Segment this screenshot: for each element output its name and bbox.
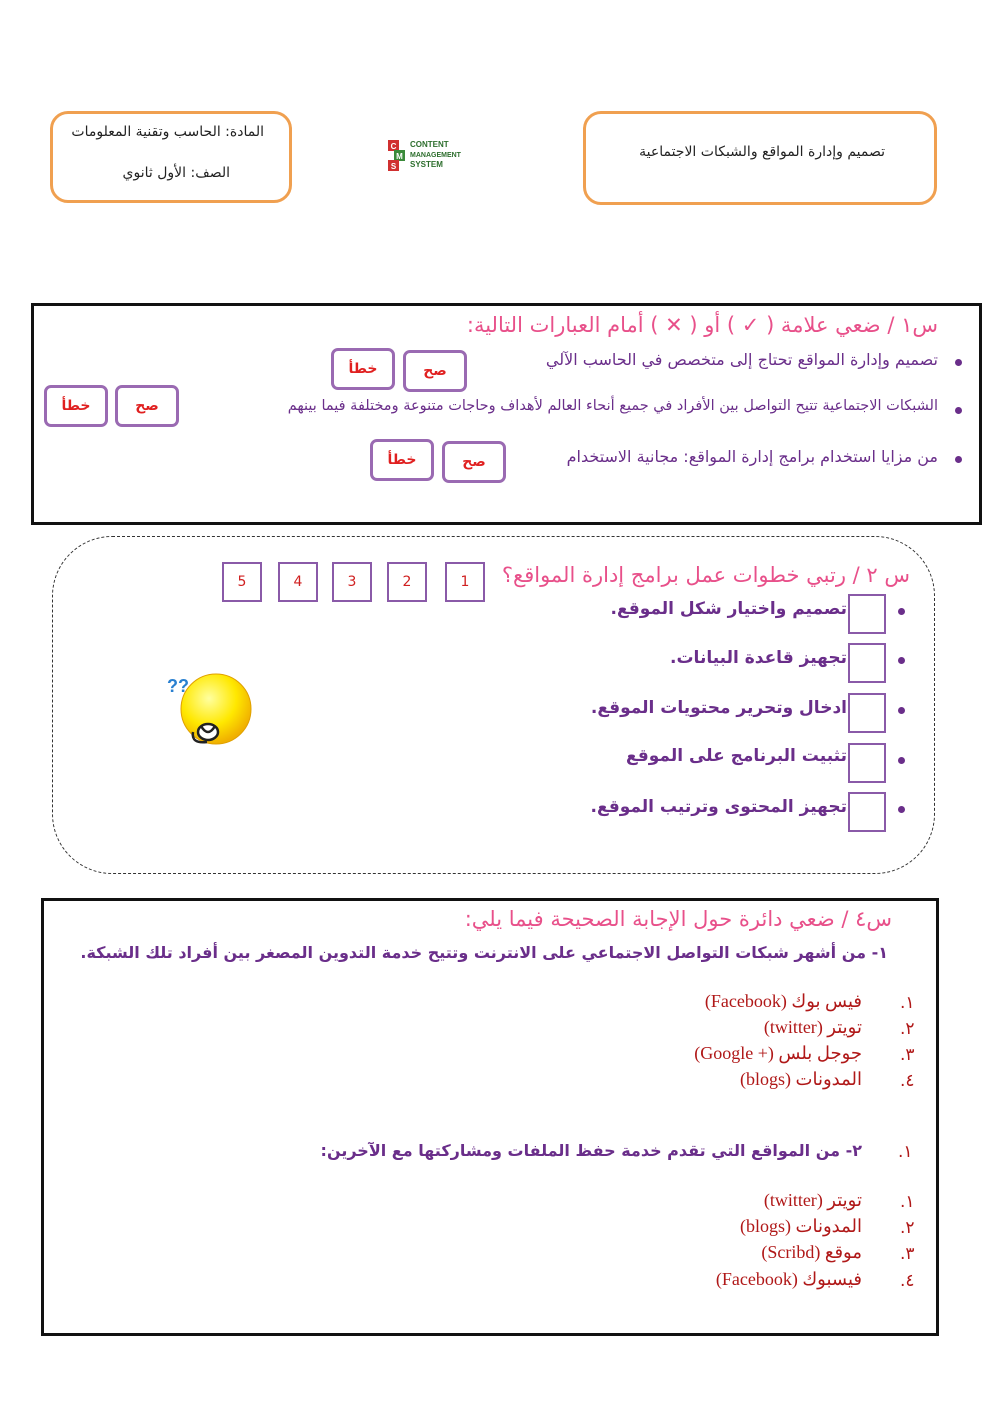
bullet-icon	[955, 456, 962, 463]
q4-q2-option-1[interactable]: تويتر (twitter)	[763, 1190, 862, 1210]
question-marks: ??	[167, 676, 189, 696]
q4-q2-option-1-num: .١	[900, 1192, 915, 1212]
order-number-2: 2	[387, 562, 427, 602]
step-answer-box-3[interactable]	[848, 693, 886, 733]
q4-q1-option-3[interactable]: جوجل بلس (+ Google)	[694, 1043, 862, 1063]
q1-s1-false-button[interactable]: خطأ	[331, 348, 395, 390]
q4-question-1: ١- من أشهر شبكات التواصل الاجتماعي على الانترنت وتتيح خدمة التدوين المصغر بين أفراد تلك الشبكة.	[80, 943, 888, 962]
q4-q2-list-num: .١	[898, 1142, 913, 1162]
q4-q1-option-4[interactable]: المدونات (blogs)	[740, 1069, 862, 1089]
q4-q2-option-2[interactable]: المدونات (blogs)	[740, 1216, 862, 1236]
bullet-icon	[955, 359, 962, 366]
cms-logo	[382, 136, 494, 176]
q4-q1-option-4-num: .٤	[900, 1071, 915, 1091]
step-1-text: تصميم واختيار شكل الموقع.	[610, 599, 847, 619]
bullet-icon	[898, 806, 905, 813]
step-5-text: تجهيز المحتوى وترتيب الموقع.	[590, 797, 847, 817]
q1-s1-true-button[interactable]: صح	[403, 350, 467, 392]
step-answer-box-2[interactable]	[848, 643, 886, 683]
q4-q1-option-1[interactable]: فيس بوك (Facebook)	[704, 991, 862, 1011]
q4-q2-option-3-num: .٣	[900, 1244, 915, 1264]
subject-label: المادة: الحاسب وتقنية المعلومات	[71, 124, 264, 140]
q4-q1-option-3-num: .٣	[900, 1045, 915, 1065]
bullet-icon	[955, 407, 962, 414]
question-4-title: س٤ / ضعي دائرة حول الإجابة الصحيحة فيما يلي:	[464, 907, 892, 931]
thinking-face-icon	[163, 672, 259, 752]
worksheet-title: تصميم وإدارة المواقع والشبكات الاجتماعية	[639, 144, 885, 160]
cms-logo-graphic	[382, 136, 494, 176]
order-number-4: 4	[278, 562, 318, 602]
q4-q2-option-4-num: .٤	[900, 1271, 915, 1291]
q4-q2-option-2-num: .٢	[900, 1218, 915, 1238]
step-2-text: تجهيز قاعدة البيانات.	[670, 648, 847, 668]
bullet-icon	[898, 657, 905, 664]
q1-s3-false-button[interactable]: خطأ	[370, 439, 434, 481]
q4-q2-option-3[interactable]: موقع (Scribd)	[761, 1242, 862, 1262]
cms-letter-m: M	[396, 152, 403, 161]
q1-statement-2: الشبكات الاجتماعية تتيح التواصل بين الأفراد في جميع أنحاء العالم لأهداف وحاجات متنوعة ومختلفة فيما بينهم	[287, 398, 938, 414]
q1-statement-3: من مزايا استخدام برامج إدارة المواقع: مجانية الاستخدام	[566, 447, 938, 466]
step-answer-box-4[interactable]	[848, 743, 886, 783]
grade-label: الصف: الأول ثانوي	[122, 165, 230, 181]
cms-letter-c: C	[390, 142, 397, 151]
q1-s2-false-button[interactable]: خطأ	[44, 385, 108, 427]
q1-s2-true-button[interactable]: صح	[115, 385, 179, 427]
bullet-icon	[898, 608, 905, 615]
q4-q1-option-2-num: .٢	[900, 1019, 915, 1039]
step-answer-box-1[interactable]	[848, 594, 886, 634]
cms-line-management: MANAGEMENT	[410, 152, 461, 159]
order-number-5: 5	[222, 562, 262, 602]
order-number-1: 1	[445, 562, 485, 602]
step-3-text: ادخال وتحرير محتويات الموقع.	[590, 698, 847, 718]
q4-q2-option-4[interactable]: فيسبوك (Facebook)	[715, 1269, 862, 1289]
q4-q1-option-2[interactable]: تويتر (twitter)	[763, 1017, 862, 1037]
question-1-title: س١ / ضعي علامة ( ✓ ) أو ( ✕ ) أمام العبارات التالية:	[466, 313, 938, 337]
step-answer-box-5[interactable]	[848, 792, 886, 832]
cms-line-system: SYSTEM	[410, 160, 443, 169]
bullet-icon	[898, 707, 905, 714]
step-4-text: تثبيت البرنامج على الموقع	[626, 746, 847, 766]
cms-line-content: CONTENT	[410, 140, 449, 149]
q1-s3-true-button[interactable]: صح	[442, 441, 506, 483]
order-number-3: 3	[332, 562, 372, 602]
q4-q1-option-1-num: .١	[900, 993, 915, 1013]
bullet-icon	[898, 757, 905, 764]
q4-question-2: ٢- من المواقع التي تقدم خدمة حفظ الملفات ومشاركتها مع الآخرين:	[320, 1141, 862, 1160]
q1-statement-1: تصميم وإدارة المواقع تحتاج إلى متخصص في الحاسب الآلي	[545, 350, 938, 369]
question-2-title: س ٢ / رتبي خطوات عمل برامج إدارة المواقع؟	[501, 563, 910, 587]
cms-letter-s: S	[390, 162, 397, 171]
